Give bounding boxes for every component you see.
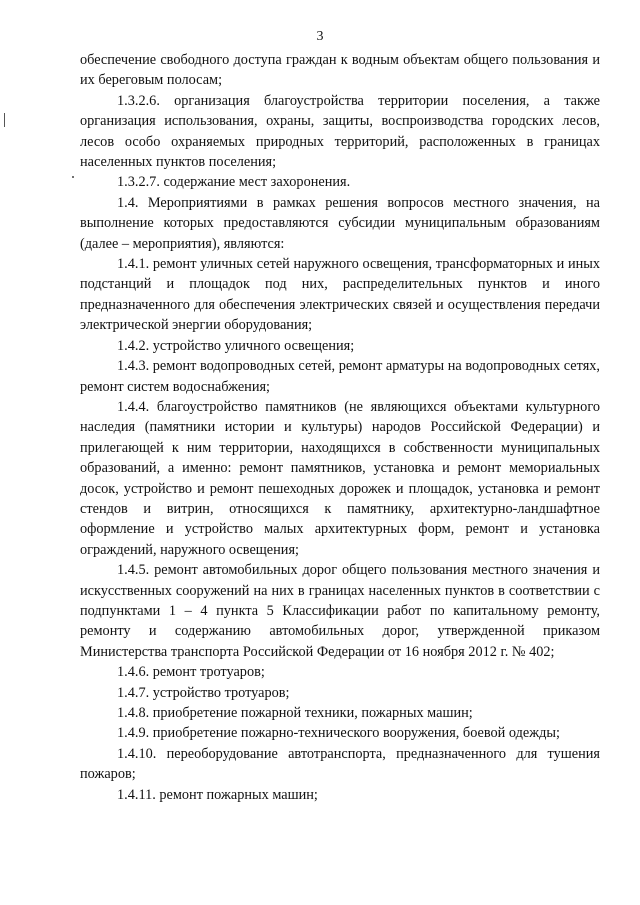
paragraph-1-4: 1.4. Мероприятиями в рамках решения вопросов местного значения, на выполнение которых предоставляются субсидии муниципальным образованиям (далее – мероприятия), являются: [80,194,600,252]
paragraph-water-access: обеспечение свободного доступа граждан к водным объектам общего пользования и их береговым полосам; [80,52,600,89]
scan-margin-mark [4,113,5,127]
paragraph-1-4-1: 1.4.1. ремонт уличных сетей наружного освещения, трансформаторных и иных подстанций и площадок под них, распределительных пунктов и иного предназначенного для обеспечения электрических связей и осуществления передачи электрической энергии оборудования; [80,256,600,334]
page-number: 3 [316,29,324,44]
document-body [80,50,600,805]
paragraph-1-4-10: 1.4.10. переоборудование автотранспорта, предназначенного для тушения пожаров; [80,745,600,783]
paragraph-1-4-2: 1.4.2. устройство уличного освещения; [117,337,355,354]
paragraph-1-4-5: 1.4.5. ремонт автомобильных дорог общего пользования местного значения и искусственных сооружений на них в границах населенных пунктов в соответствии с подпунктами 1 – 4 пункта 5 Классификации работ по капитальному ремонту, ремонту и содержанию автомобильных дорог, утвержденной приказом Министерства транспорта Российской Федерации от 16 ноября 2012 г. № 402; [80,562,600,660]
scan-speck [72,176,74,178]
paragraph-1-4-7: 1.4.7. устройство тротуаров; [117,684,290,701]
paragraph-1-3-2-7: 1.3.2.7. содержание мест захоронения. [117,174,351,191]
paragraph-1-4-9: 1.4.9. приобретение пожарно-технического вооружения, боевой одежды; [117,725,560,742]
paragraph-1-3-2-6: 1.3.2.6. организация благоустройства территории поселения, а также организация использования, охраны, защиты, воспроизводства городских лесов, лесов особо охраняемых природных территорий, расположенных в границах населенных пунктов поселения; [80,92,600,171]
paragraph-1-4-6: 1.4.6. ремонт тротуаров; [117,664,265,681]
paragraph-1-4-3: 1.4.3. ремонт водопроводных сетей, ремонт арматуры на водопроводных сетях, ремонт систем водоснабжения; [80,358,600,395]
paragraph-1-4-8: 1.4.8. приобретение пожарной техники, пожарных машин; [117,705,473,721]
paragraph-1-4-4: 1.4.4. благоустройство памятников (не являющихся объектами культурного наследия (памятники истории и культуры) народов Российской Федерации) и прилегающей к ним территории, находящихся в собственности муниципальных образований, а именно: ремонт памятников, установка и ремонт мемориальных досок, устройство и ремонт пешеходных дорожек и площадок, установка и ремонт стендов и витрин, относящихся к памятнику, архитектурно-ландшафтное оформление и устройство малых архитектурных форм, ремонт и установка ограждений, наружного освещения; [80,398,600,558]
paragraph-1-4-11: 1.4.11. ремонт пожарных машин; [117,786,318,803]
